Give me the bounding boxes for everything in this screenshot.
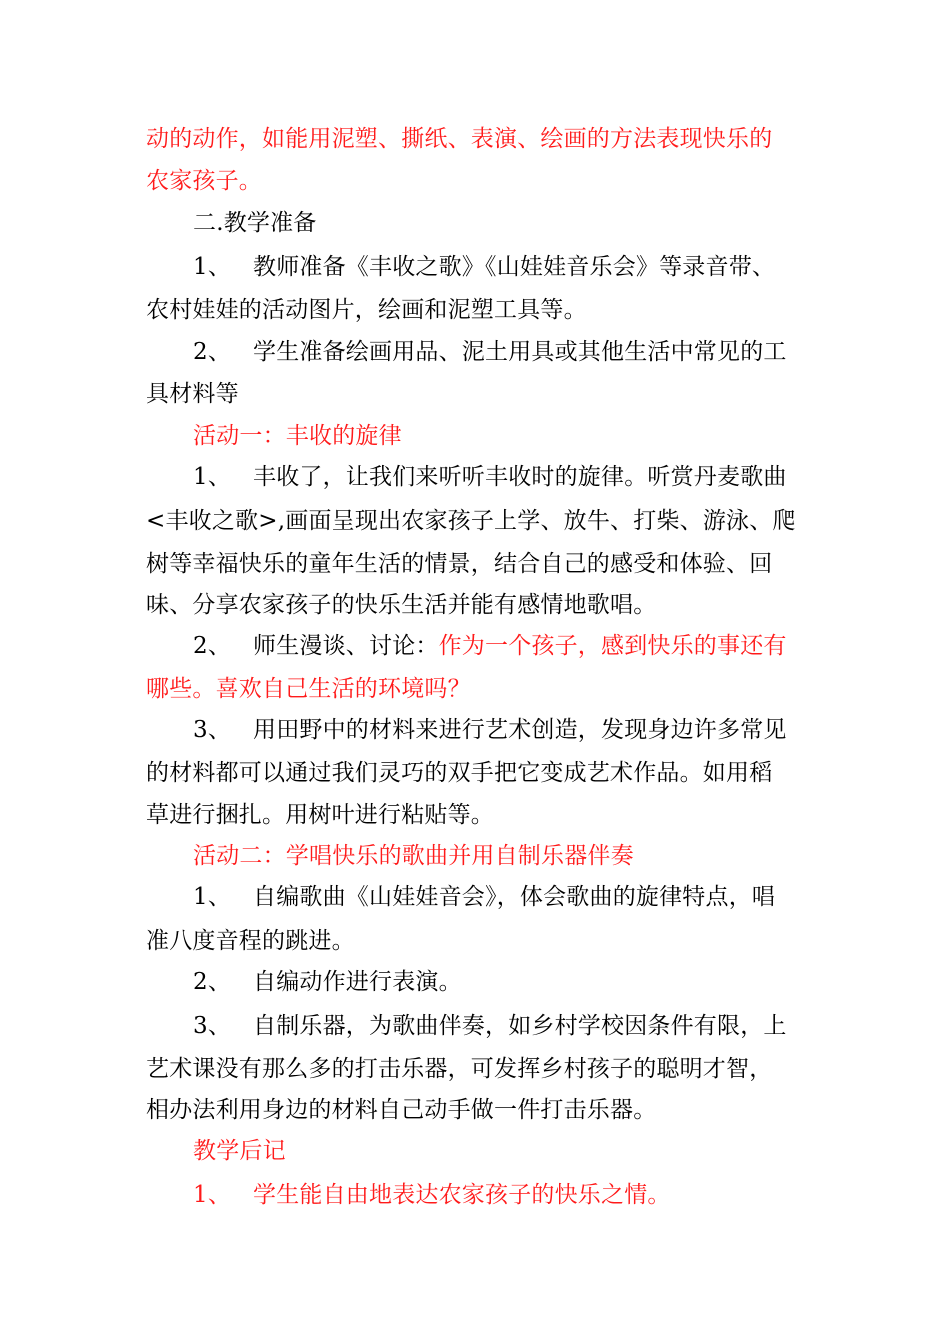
list-item [193, 709, 873, 751]
paragraph-line [146, 373, 826, 415]
list-number: 2、 [193, 633, 232, 659]
heading-text: 二.教学准备 [193, 210, 317, 236]
line-text: 味、分享农家孩子的快乐生活并能有感情地歌唱。 [146, 592, 657, 618]
list-number: 3、 [193, 1013, 232, 1039]
heading-text: 活动二：学唱快乐的歌曲并用自制乐器伴奏 [193, 843, 634, 869]
paragraph-line [146, 668, 826, 710]
line-text: 用田野中的材料来进行艺术创造，发现身边许多常见 [253, 717, 787, 743]
paragraph-line [146, 1089, 826, 1131]
list-item [193, 876, 873, 918]
list-item [193, 1174, 873, 1216]
list-number: 1、 [193, 1182, 232, 1208]
line-text: 学生能自由地表达农家孩子的快乐之情。 [253, 1182, 671, 1208]
paragraph-line [146, 584, 826, 626]
list-item [193, 246, 873, 288]
list-number: 3、 [193, 717, 232, 743]
section-heading [193, 1130, 873, 1172]
paragraph-line [146, 500, 826, 542]
list-number: 2、 [193, 969, 232, 995]
activity-heading [193, 415, 873, 457]
line-text: 艺术课没有那么多的打击乐器，可发挥乡村孩子的聪明才智， [146, 1056, 773, 1082]
line-text: 学生准备绘画用品、泥土用具或其他生活中常见的工 [253, 339, 787, 365]
heading-text: 教学后记 [193, 1138, 286, 1164]
line-text: 丰收了，让我们来听听丰收时的旋律。听赏丹麦歌曲 [253, 464, 787, 490]
line-text: 草进行捆扎。用树叶进行粘贴等。 [146, 802, 494, 828]
list-item [193, 456, 873, 498]
list-number: 1、 [193, 254, 232, 280]
line-text: 动的动作，如能用泥塑、撕纸、表演、绘画的方法表现快乐的 [146, 126, 773, 152]
heading-text: 活动一：丰收的旋律 [193, 423, 402, 449]
line-text: <丰收之歌>,画面呈现出农家孩子上学、放牛、打柴、游泳、爬 [146, 508, 796, 534]
line-text: 具材料等 [146, 381, 239, 407]
paragraph-line [146, 289, 826, 331]
line-text: 的材料都可以通过我们灵巧的双手把它变成艺术作品。如用稻 [146, 760, 773, 786]
line-text: 师生漫谈、讨论： [253, 633, 439, 659]
paragraph-line [146, 752, 826, 794]
line-text: 农家孩子。 [146, 168, 262, 194]
list-item [193, 625, 873, 667]
paragraph-line [146, 543, 826, 585]
paragraph-line [146, 1048, 826, 1090]
highlighted-text: 作为一个孩子，感到快乐的事还有 [438, 633, 787, 659]
line-text: 哪些。喜欢自己生活的环境吗？ [146, 676, 471, 702]
line-text: 农村娃娃的活动图片，绘画和泥塑工具等。 [146, 297, 587, 323]
line-text: 自编动作进行表演。 [253, 969, 462, 995]
line-text: 准八度音程的跳进。 [146, 928, 355, 954]
line-text: 树等幸福快乐的童年生活的情景，结合自己的感受和体验、回 [146, 551, 773, 577]
list-item [193, 961, 873, 1003]
list-number: 2、 [193, 339, 232, 365]
list-item [193, 1005, 873, 1047]
paragraph-line [146, 794, 826, 836]
activity-heading [193, 835, 873, 877]
section-heading [193, 202, 873, 244]
paragraph-line [146, 920, 826, 962]
line-text: 教师准备《丰收之歌》《山娃娃音乐会》等录音带、 [253, 254, 776, 280]
line-text: 相办法利用身边的材料自己动手做一件打击乐器。 [146, 1097, 657, 1123]
paragraph-line [146, 160, 826, 202]
paragraph-line [146, 118, 826, 160]
list-item [193, 331, 873, 373]
line-text: 自编歌曲《山娃娃音会》，体会歌曲的旋律特点，唱 [253, 884, 776, 910]
line-text: 自制乐器，为歌曲伴奏，如乡村学校因条件有限，上 [253, 1013, 787, 1039]
list-number: 1、 [193, 884, 232, 910]
list-number: 1、 [193, 464, 232, 490]
